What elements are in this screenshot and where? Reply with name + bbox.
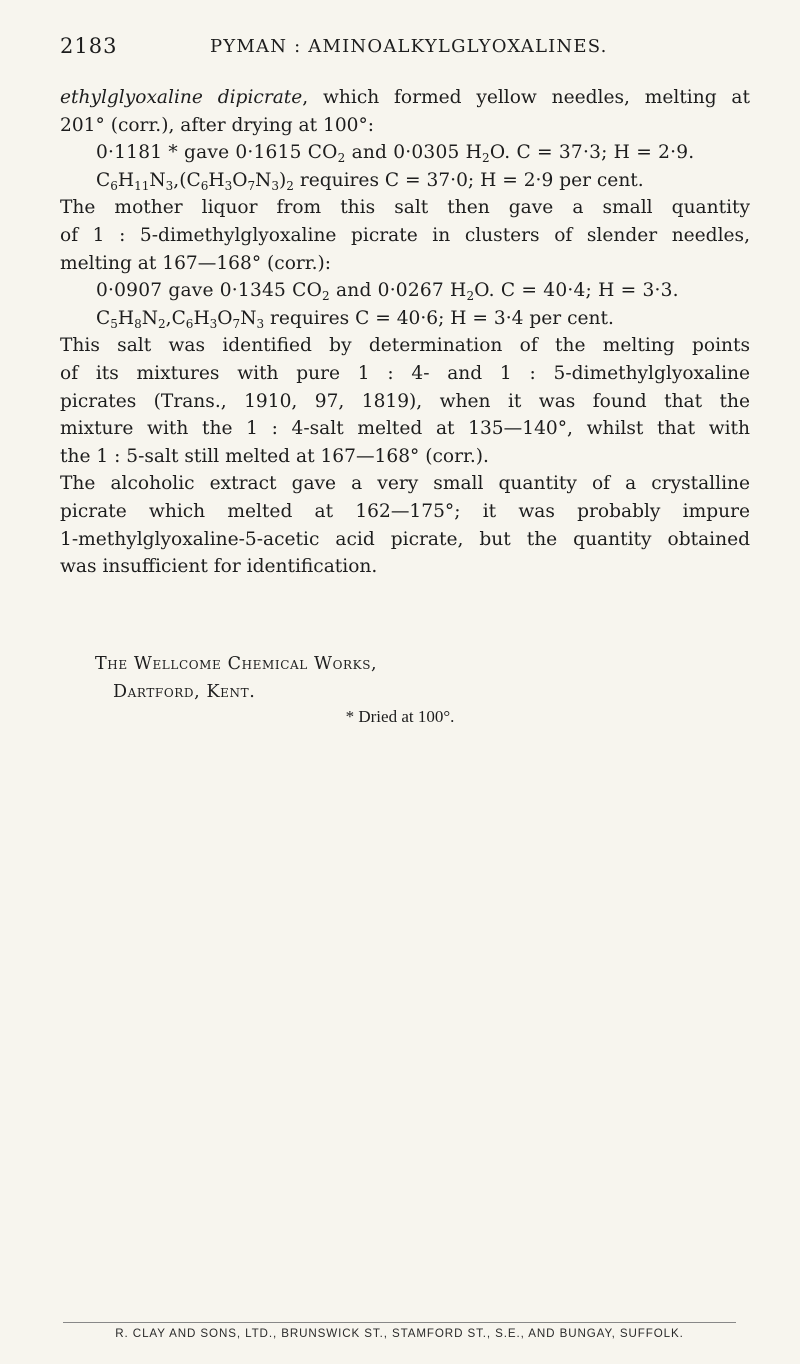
text-span: H (193, 307, 210, 329)
text-line: The mother liquor from this salt then gave a small quantity (60, 197, 750, 219)
subscript: 2 (466, 289, 475, 304)
text-line: 1-methylglyoxaline-5-acetic acid picrate, but the quantity obtained (60, 528, 750, 550)
text-span: ,(C (173, 169, 201, 191)
text-span: , which formed yellow needles, melting at (302, 87, 750, 108)
text-line: of 1 : 5-dimethylglyoxaline picrate in clusters of slender needles, (60, 224, 750, 246)
text-span: 0·1181 * gave 0·1615 CO (96, 142, 338, 164)
footnote: * Dried at 100°. (345, 707, 455, 726)
address-block (95, 650, 377, 706)
subscript: 3 (271, 178, 280, 193)
formula-line (60, 167, 750, 195)
text-span: N (149, 169, 166, 191)
text-line: mixture with the 1 : 4-salt melted at 135—140°, whilst that with (60, 418, 750, 440)
formula-line (60, 305, 750, 333)
text-line: picrates (Trans., 1910, 97, 1819), when it was found that the (60, 390, 750, 412)
analysis-line (60, 277, 750, 305)
footer-rule (63, 1322, 736, 1323)
printer-imprint: R. CLAY AND SONS, LTD., BRUNSWICK ST., STAMFORD ST., S.E., AND BUNGAY, SUFFOLK. (115, 1327, 684, 1340)
subscript: 7 (232, 316, 241, 331)
text-line: melting at 167—168° (corr.): (60, 252, 332, 274)
text-span: C (96, 307, 111, 329)
subscript: 2 (286, 178, 294, 193)
page-number: 2183 (60, 34, 118, 58)
subscript: 2 (482, 151, 490, 166)
address-line-1: The Wellcome Chemical Works, (95, 654, 378, 674)
running-title: PYMAN : AMINOALKYLGLYOXALINES. (210, 36, 608, 57)
body-text (60, 84, 750, 581)
text-span: O. C = 40·4; H = 3·3. (474, 280, 679, 302)
text-span: ) (279, 169, 287, 191)
text-span: N (240, 307, 257, 329)
text-line: picrate which melted at 162—175°; it was probably impure (60, 500, 750, 522)
text-span: H (117, 169, 135, 191)
subscript: 2 (158, 316, 166, 331)
text-span: and 0·0305 H (345, 142, 483, 164)
compound-name: ethylglyoxaline dipicrate (60, 87, 303, 108)
text-line: 201° (corr.), after drying at 100°: (60, 114, 375, 136)
analysis-line (60, 139, 750, 167)
text-span: 0·0907 gave 0·1345 CO (96, 280, 323, 302)
subscript: 7 (247, 178, 256, 193)
text-line: This salt was identified by determination of the melting points (60, 335, 750, 357)
subscript: 3 (209, 316, 218, 331)
subscript: 6 (110, 178, 118, 193)
text-line (60, 84, 750, 112)
subscript: 3 (224, 178, 233, 193)
subscript: 2 (322, 289, 330, 304)
address-line-2: Dartford, Kent. (113, 682, 256, 702)
text-span: requires C = 40·6; H = 3·4 per cent. (264, 307, 614, 329)
text-span: C (96, 169, 111, 191)
subscript: 3 (256, 316, 265, 331)
text-span: and 0·0267 H (329, 280, 467, 302)
text-span: O. C = 37·3; H = 2·9. (489, 142, 695, 164)
text-span: N (141, 307, 159, 329)
subscript: 6 (200, 178, 209, 193)
text-span: requires C = 37·0; H = 2·9 per cent. (293, 169, 644, 191)
page-header (60, 34, 750, 64)
text-span: N (255, 169, 272, 191)
text-span: O (217, 307, 233, 329)
text-span: O (232, 169, 248, 191)
subscript: 5 (110, 316, 118, 331)
text-line: was insufficient for identification. (60, 556, 378, 578)
text-span: H (208, 169, 225, 191)
text-span: H (117, 307, 135, 329)
subscript: 3 (165, 178, 174, 193)
subscript: 2 (337, 151, 346, 166)
text-line: The alcoholic extract gave a very small quantity of a crystalline (60, 473, 750, 495)
subscript: 8 (134, 316, 142, 331)
subscript: 6 (185, 316, 194, 331)
text-line: the 1 : 5-salt still melted at 167—168° (corr.). (60, 445, 489, 467)
subscript: 11 (134, 178, 150, 193)
text-line: of its mixtures with pure 1 : 4- and 1 : 5-dimethylglyoxaline (60, 362, 750, 384)
text-span: ,C (165, 307, 186, 329)
